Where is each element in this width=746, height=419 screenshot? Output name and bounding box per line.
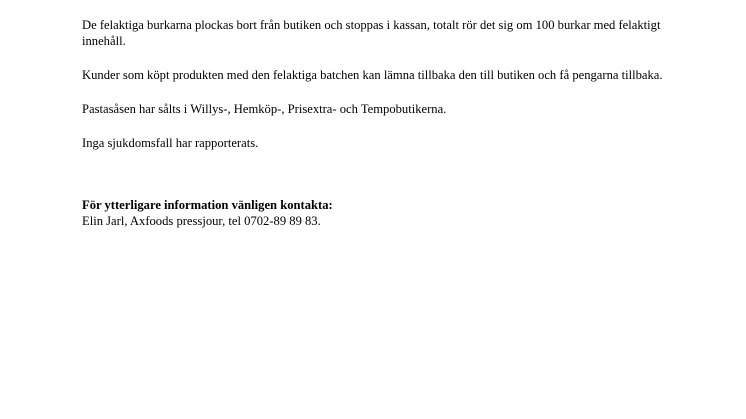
paragraph-refund: Kunder som köpt produkten med den felaktiga batchen kan lämna tillbaka den till butiken och få pengarna tillbaka. [82, 68, 663, 82]
contact-details: Elin Jarl, Axfoods pressjour, tel 0702-89 89 83. [82, 214, 321, 228]
contact-block [82, 197, 682, 229]
paragraph-illness: Inga sjukdomsfall har rapporterats. [82, 136, 259, 150]
document-body [82, 17, 682, 229]
paragraph-removal: De felaktiga burkarna plockas bort från butiken och stoppas i kassan, totalt rör det sig om 100 burkar med felaktigt innehåll. [82, 18, 661, 48]
contact-heading: För ytterligare information vänligen kontakta: [82, 198, 333, 212]
paragraph-stores: Pastasåsen har sålts i Willys-, Hemköp-, Prisextra- och Tempobutikerna. [82, 102, 447, 116]
